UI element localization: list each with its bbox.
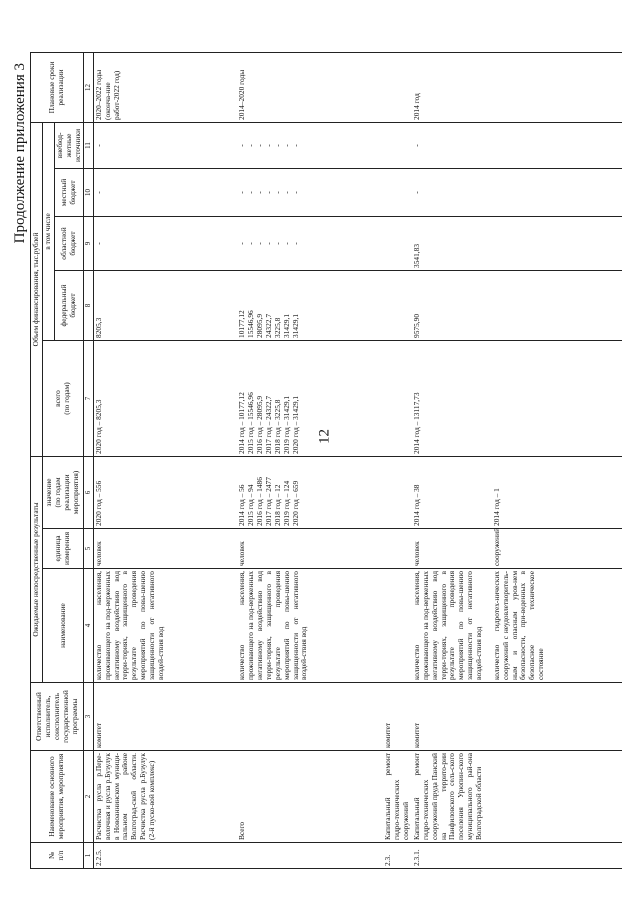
row-result-name: количество населения, проживающего на под-верженных негативному воздействию вод терри-ториях, защищенного в результате проведения мероприятий по повы-шению защищенности от негативного воздей-ствия вод (93, 569, 237, 683)
table-row (383, 52, 412, 868)
row-result-unit: человек сооружений (412, 529, 622, 569)
row-local (383, 169, 412, 217)
row-total: 2014 год – 10177,12 2015 год – 15546,96 2016 год – 28095,9 2017 год – 24322,7 2018 год – 3225,8 2019 год – 31429,1 2020 год – 31429,1 (237, 341, 383, 457)
column-number: 6 (84, 457, 93, 529)
header-results: Ожидаемые непосредственные результаты (31, 457, 43, 683)
row-local: - (93, 169, 237, 217)
row-executor: комитет (412, 683, 622, 751)
column-number-row (84, 52, 93, 868)
row-name: Расчистка русла р.Пере-волочная и русла р.Бузулук в Новоаннинском муници-пальном районе Волгоград-ской области. Расчистка русла р.Бузулук (2-й пуско-вой комплекс) (93, 751, 237, 843)
table-row (93, 52, 237, 868)
row-federal: 8205,3 (93, 271, 237, 341)
row-federal (383, 271, 412, 341)
row-regional: - - - - - - - (237, 217, 383, 271)
column-number: 10 (84, 169, 93, 217)
header-name: Наименование основного мероприятия, мероприятия (31, 751, 84, 843)
rotated-page (0, 53, 594, 893)
row-result-value: 2014 год – 56 2015 год – 94 2016 год – 1486 2017 год – 2477 2018 год – 12 2019 год – 124 2020 год – 659 (237, 457, 383, 529)
page-number: 12 (316, 429, 333, 444)
header-federal: федеральный бюджет (54, 271, 84, 341)
row-total: 2014 год – 13117,73 (412, 341, 622, 457)
row-name: Капитальный ремонт гидро-технических сооружений пруда Панский на террито-рии Панфиловского сель-ского поселения Урюпин-ского муниципального рай-она Волгоградской области (412, 751, 622, 843)
header-result-value: значение (по годам реализации мероприятия) (42, 457, 84, 529)
row-terms (383, 52, 412, 122)
row-num: 2.2.5. (93, 843, 237, 869)
row-name: Всего (237, 751, 383, 843)
header-finance: Объем финансирования, тыс.рублей (31, 122, 43, 456)
column-number: 11 (84, 122, 93, 168)
column-number: 8 (84, 271, 93, 341)
row-executor: комитет (93, 683, 237, 751)
row-num (237, 843, 383, 869)
appendix-title: Продолжение приложения 3 (12, 63, 28, 244)
row-num: 2.3.1. (412, 843, 622, 869)
header-regional: областной бюджет (54, 217, 84, 271)
row-result-name: количество населения, проживающего на под-верженных негативному воздействию вод терри-ториях, защищенного в результате проведения мероприятий по повы-шению защищенности от негативного воздей-ствия вод количество гидротех-нических сооружений с неудовлетворитель-ным и опасным уров-нем безопасности, при-веденных в безопасное техническое состояние (412, 569, 622, 683)
column-number: 5 (84, 529, 93, 569)
row-local: - (412, 169, 622, 217)
row-extra: - (412, 122, 622, 168)
row-result-name: количество населения, проживающего на под-верженных негативному воздействию вод терри-ториях, защищенного в результате проведения мероприятий по повы-шению защищенности от негативного воздей-ствия вод (237, 569, 383, 683)
row-regional: - (93, 217, 237, 271)
column-number: 4 (84, 569, 93, 683)
row-executor (237, 683, 383, 751)
table-row (237, 52, 383, 868)
column-number: 1 (84, 843, 93, 869)
row-total (383, 341, 412, 457)
row-federal: 10177,12 15546,96 28095,9 24322,7 3225,8 31429,1 31429,1 (237, 271, 383, 341)
row-result-name (383, 569, 412, 683)
row-result-unit: человек (93, 529, 237, 569)
row-total: 2020 год – 8205,3 (93, 341, 237, 457)
table-row (412, 52, 622, 868)
row-federal: 9575,90 (412, 271, 622, 341)
row-num: 2.3. (383, 843, 412, 869)
row-result-unit (383, 529, 412, 569)
header-result-name: наименование (42, 569, 84, 683)
row-result-value (383, 457, 412, 529)
program-table (30, 52, 622, 869)
column-number: 12 (84, 52, 93, 122)
row-regional: 3541,83 (412, 217, 622, 271)
column-number: 7 (84, 341, 93, 457)
header-including: в том числе (42, 122, 54, 340)
row-terms: 2014–2020 годы (237, 52, 383, 122)
row-extra (383, 122, 412, 168)
row-executor: комитет (383, 683, 412, 751)
column-number: 9 (84, 217, 93, 271)
row-extra: - - - - - - - (237, 122, 383, 168)
row-local: - - - - - - - (237, 169, 383, 217)
header-local: местный бюджет (54, 169, 84, 217)
column-number: 2 (84, 751, 93, 843)
header-num: № п/п (31, 843, 84, 869)
row-extra: - (93, 122, 237, 168)
row-result-value: 2020 год – 556 (93, 457, 237, 529)
header-result-unit: единица измерения (42, 529, 84, 569)
row-terms: 2020–2022 годы (оконча-ние работ-2022 год) (93, 52, 237, 122)
row-result-unit: человек (237, 529, 383, 569)
header-total: всего (по годам) (42, 341, 84, 457)
row-result-value: 2014 год – 38 2014 год – 1 (412, 457, 622, 529)
header-terms: Плановые сроки реализации (31, 52, 84, 122)
row-name: Капитальный ремонт гидро-технических сооружений (383, 751, 412, 843)
row-regional (383, 217, 412, 271)
row-terms: 2014 год (412, 52, 622, 122)
header-extra: внебюд-жетные источники (54, 122, 84, 168)
column-number: 3 (84, 683, 93, 751)
header-executor: Ответственный исполнитель, соисполнитель государственной программы (31, 683, 84, 751)
